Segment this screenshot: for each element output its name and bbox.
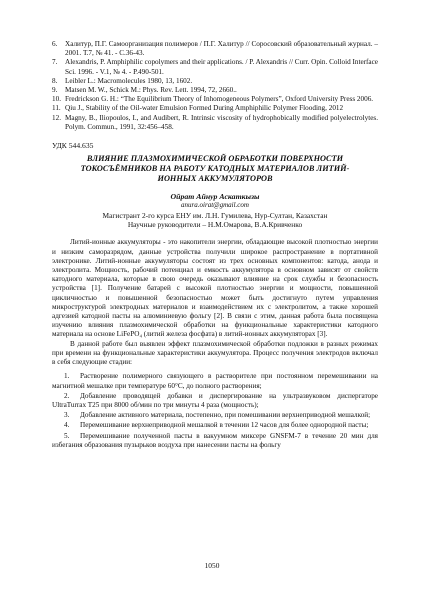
step-text: Добавление проводящей добавки и диспергирование на ультразвуковом диспергаторе UltraTurrax T25 при 8000 об/мин по три минуты 4 раза (мощность);	[52, 391, 378, 409]
reference-item	[52, 58, 378, 76]
step-text: Добавление активного материала, постепенно, при помешивании верхнеприводной мешалкой;	[80, 411, 371, 420]
supervisors: Научные руководители – Н.М.Омарова, В.А.Кривченко	[127, 220, 303, 230]
reference-text: Fredrickson G. H.: “The Equilibrium Theory of Inhomogeneous Polymers”, Oxford University Press 2006.	[65, 95, 374, 104]
reference-number: 12.	[52, 113, 61, 122]
author-email: anura.oirat@gmail.com	[181, 201, 249, 210]
paragraph-intro: Литий-ионные аккумуляторы - это накопители энергии, обладающие высокой плотностью энергии и низким саморазрядом, данные устройства получили широкое распространение в портативной электронике. Литий-ионные аккумуляторы состоят из трех основных компонентов: катода, анода и электролита. Мощность, рабочий потенциал и емкость аккумулятора в основном зависят от свойств катодного материала, которые в свою очередь оказывают влияние на срок службы и безопасность устройства [1]. Получение батарей с высокой плотностью энергии и мощности, повышенной цикличностью и повышенной безопасностью может быть достигнуто путем управления микроструктурой электродных материалов и взаимодействием их с электролитом, а также хорошей адгезией катодной пасты на алюминиевую фольгу [2]. В связи с этим, данная работа была посвящена изучению влияния плазмохимической обработки на функциональные характеристики катодного материала на основе LiFePO₄ (литий железа фосфата) в литий-ионных аккумуляторах [3].	[52, 238, 378, 339]
page-number: 1050	[204, 561, 220, 570]
step-number: 2.	[64, 391, 70, 400]
author-affiliation: Магистрант 2-го курса ЕНУ им. Л.Н. Гумилева, Нур-Султан, Казахстан	[102, 210, 328, 220]
step-number: 4.	[64, 421, 70, 430]
step-item	[52, 411, 378, 420]
reference-item	[52, 104, 378, 113]
step-number: 1.	[64, 372, 70, 381]
reference-number: 6.	[52, 40, 58, 48]
reference-item	[52, 95, 378, 104]
step-item	[52, 432, 378, 450]
reference-text: Leibler L.: Macromolecules 1980, 13, 1602.	[65, 76, 193, 85]
step-number: 5.	[64, 431, 70, 440]
step-number: 3.	[64, 411, 70, 420]
reference-number: 9.	[52, 86, 58, 95]
step-text: Растворение полимерного связующего в растворителе при постоянном перемешивании на магнитной мешалке при температуре 60°С, до полного растворения;	[52, 372, 378, 390]
reference-item	[52, 86, 378, 95]
reference-number: 7.	[52, 58, 58, 67]
reference-number: 11.	[52, 104, 61, 113]
author-name: Ойрат Айнур Аскаткызы	[170, 192, 260, 202]
reference-number: 10.	[52, 95, 61, 104]
article-body	[52, 238, 378, 449]
step-item	[52, 392, 378, 410]
step-item	[52, 372, 378, 390]
reference-item	[52, 77, 378, 86]
step-text: Перемешивание верхнеприводной мешалкой в течении 12 часов для более однородной пасты;	[80, 421, 369, 430]
paragraph-method: В данной работе был выявлен эффект плазмохимической обработки подложки в разных режимах при времени на функциональные характеристики аккумулятора. Процесс получения электродов включал в себя следующие стадии:	[52, 339, 378, 367]
step-item	[52, 421, 378, 430]
reference-text: Qiu J., Stability of the Oil-water Emulsion Formed During Amphiphilic Polymer Flooding, 2012	[65, 104, 344, 113]
reference-number: 8.	[52, 76, 58, 85]
reference-list	[52, 40, 378, 132]
reference-text: Matsen M. W., Schick M.: Phys. Rev. Lett. 1994, 72, 2660..	[65, 86, 237, 95]
article-title: ВЛИЯНИЕ ПЛАЗМОХИМИЧЕСКОЙ ОБРАБОТКИ ПОВЕРХНОСТИ ТОКОСЪЁМНИКОВ НА РАБОТУ КАТОДНЫХ МАТЕРИАЛОВ ЛИТИЙ-ИОННЫХ АККУМУЛЯТОРОВ	[80, 154, 350, 184]
step-text: Перемешивание полученной пасты в вакуумном миксере GNSFM-7 в течение 20 мин для избегания образования пузырьков воздуха при нанесении пасты на фольгу	[52, 431, 378, 449]
udc-code: УДК 544.635	[52, 141, 94, 151]
reference-item	[52, 114, 378, 132]
reference-text: Халитур, П.Г. Самоорганизация полимеров / П.Г. Халитур // Соросовский образовательный журнал. – 2001. Т.7, № 41. - С.36-43.	[65, 40, 378, 58]
reference-item	[52, 40, 378, 58]
reference-text: Alexandris, P. Amphiphilic copolymers and their applications. / P. Alexandris // Curr. Opin. Colloid Interface Sci. 1996. - V.1, № 4. - P.490-501.	[65, 58, 379, 76]
reference-text: Magny, B., Iliopoulos, I., and Audibert, R. Intrinsic viscosity of hydrophobically modified polyelectrolytes. Polym. Commun., 1991, 32:456–458.	[65, 113, 378, 131]
